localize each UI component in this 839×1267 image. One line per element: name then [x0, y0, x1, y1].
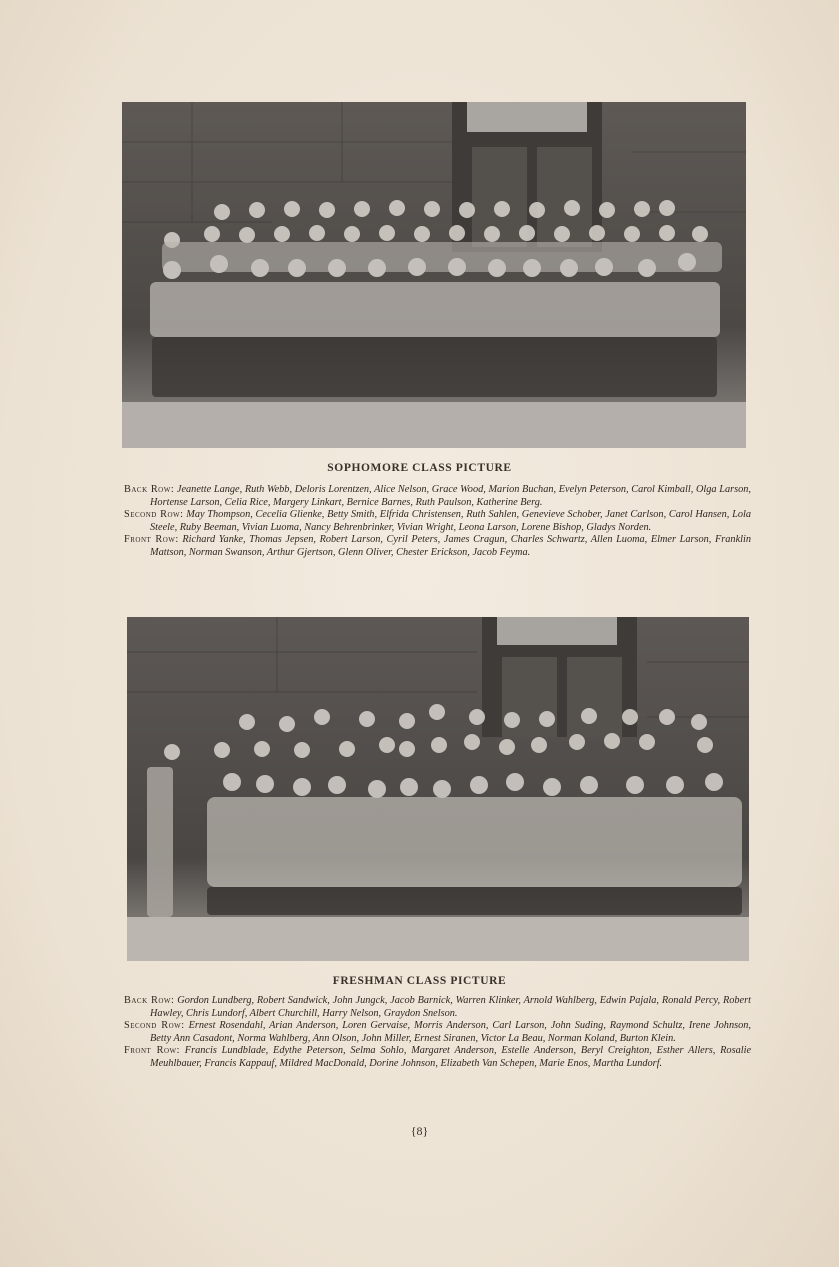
row-names: Jeanette Lange, Ruth Webb, Deloris Lorentzen, Alice Nelson, Grace Wood, Marion Buchan, Evelyn Peterson, Carol Kimball, Olga Larson, Hortense Larson, Celia Rice, Margery Linkart, Bernice Barnes, Ruth Paulson, Katherine Berg. — [150, 484, 752, 508]
row-label: Second Row: — [124, 1020, 185, 1032]
row-names: May Thompson, Cecelia Glienke, Betty Smith, Elfrida Christensen, Ruth Sahlen, Genevieve Schober, Janet Carlson, Carol Hansen, Lola Steele, Ruby Beeman, Vivian Luoma, Nancy Behrenbrinker, Vivian Wright, Leona Larson, Lorene Bishop, Gladys Norden. — [150, 509, 751, 533]
freshman-front-row — [124, 1045, 751, 1070]
row-label: Back Row: — [124, 995, 175, 1006]
freshman-back-row — [124, 995, 751, 1020]
sophomore-class-photo — [122, 102, 746, 448]
freshman-second-row — [124, 1020, 751, 1045]
row-label: Back Row: — [124, 484, 175, 495]
row-names: Gordon Lundberg, Robert Sandwick, John Jungck, Jacob Barnick, Warren Klinker, Arnold Wahlberg, Edwin Pajala, Ronald Percy, Robert Hawley, Chris Lundorf, Albert Churchill, Harry Nelson, Graydon Snelson. — [150, 995, 751, 1019]
row-names: Richard Yanke, Thomas Jepsen, Robert Larson, Cyril Peters, James Cragun, Charles Schwartz, Allen Luoma, Elmer Larson, Franklin Mattson, Norman Swanson, Arthur Gjertson, Glenn Oliver, Chester Erickson, Jacob Feyma. — [150, 534, 752, 558]
freshman-class-photo — [127, 617, 749, 961]
page-number: {8} — [410, 1124, 429, 1138]
row-names: Francis Lundblade, Edythe Peterson, Selma Sohlo, Margaret Anderson, Estelle Anderson, Beryl Creighton, Esther Allers, Rosalie Meuhlbauer, Francis Kappauf, Mildred MacDonald, Dorine Johnson, Elizabeth Van Schepen, Marie Enos, Martha Lundorf. — [150, 1045, 752, 1069]
freshman-caption: FRESHMAN CLASS PICTURE — [332, 975, 507, 987]
row-names: Ernest Rosendahl, Arian Anderson, Loren Gervaise, Morris Anderson, Carl Larson, John Suding, Raymond Schultz, Irene Johnson, Betty Ann Casadont, Norma Wahlberg, Ann Olson, John Miller, Ernest Siranen, Victor La Beau, Norman Koland, Burton Klein. — [150, 1020, 751, 1044]
sophomore-front-row — [124, 534, 751, 559]
freshman-name-list — [124, 995, 751, 1071]
sophomore-name-list — [124, 484, 751, 560]
sophomore-back-row — [124, 484, 751, 509]
row-label: Second Row: — [124, 509, 184, 521]
row-label: Front Row: — [124, 1045, 180, 1057]
sophomore-second-row — [124, 509, 751, 534]
sophomore-caption: SOPHOMORE CLASS PICTURE — [327, 462, 512, 474]
row-label: Front Row: — [124, 534, 179, 546]
